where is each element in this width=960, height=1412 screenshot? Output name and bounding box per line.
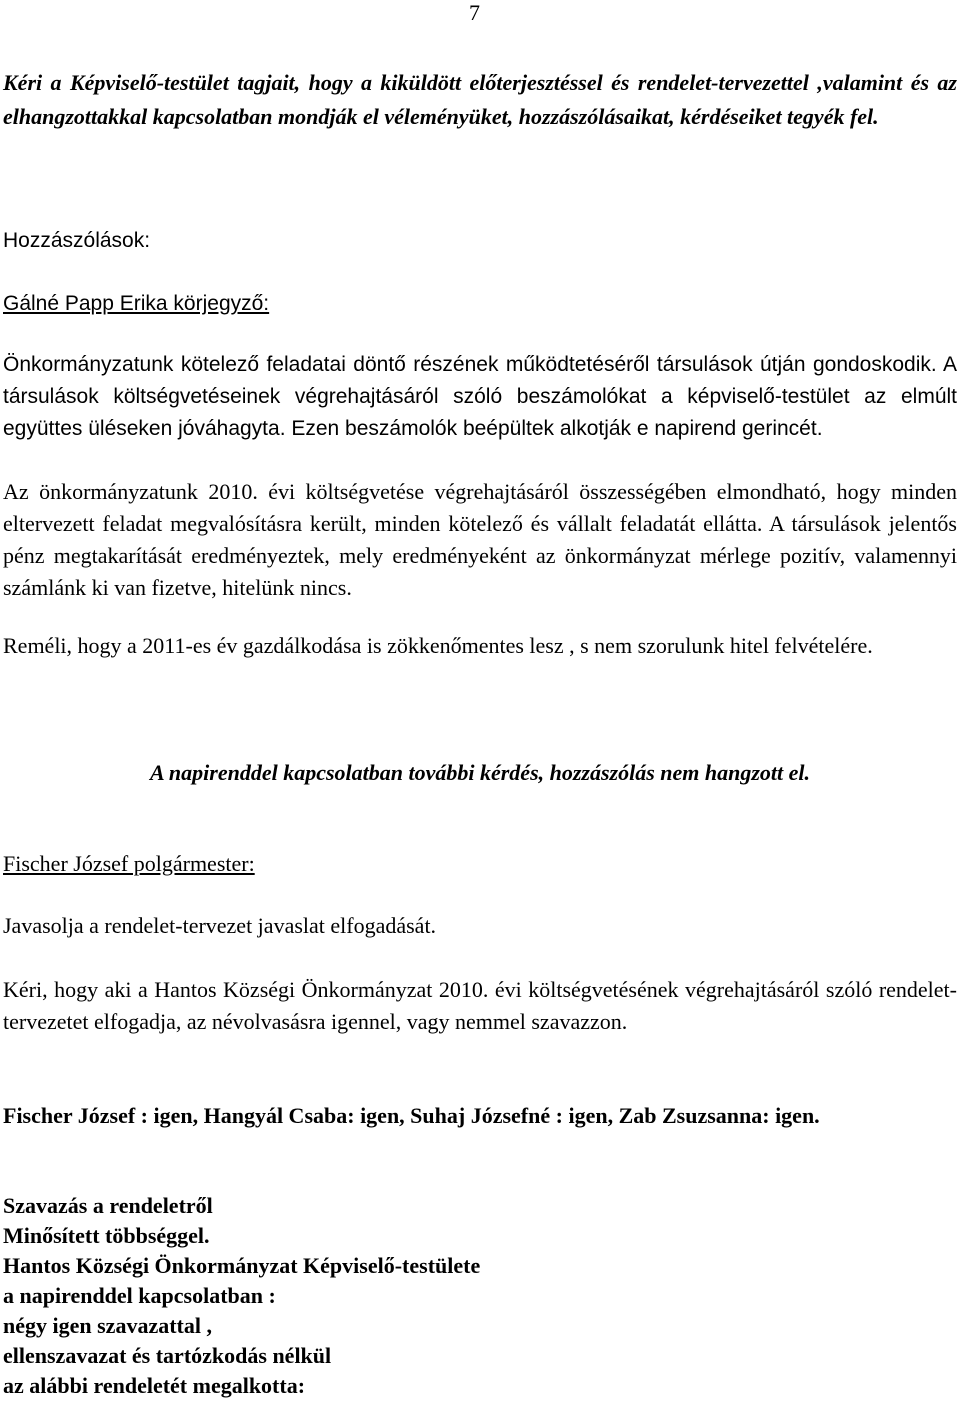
page-number: 7 xyxy=(469,0,480,25)
speaker2-paragraph-2: Kéri, hogy aki a Hantos Községi Önkormányzat 2010. évi költségvetésének végrehajtásáról szóló rendelet-tervezetet elfogadja, az névolvasásra igennel, vagy nemmel szavazzon. xyxy=(3,977,957,1034)
speaker2-line xyxy=(3,848,957,880)
speaker2-paragraph: Javasolja a rendelet-tervezet javaslat elfogadását. xyxy=(3,913,437,938)
votes-paragraph: Fischer József : igen, Hangyál Csaba: igen, Suhaj Józsefné : igen, Zab Zsuzsanna: igen. xyxy=(3,1103,820,1128)
speaker1-line xyxy=(3,288,957,320)
resolution-line-1: Szavazás a rendeletről xyxy=(3,1193,213,1218)
resolution-line-5: négy igen szavazattal , xyxy=(3,1313,212,1338)
resolution-line-4: a napirenddel kapcsolatban : xyxy=(3,1283,276,1308)
resolution-line-3: Hantos Községi Önkormányzat Képviselő-testülete xyxy=(3,1253,481,1278)
speaker1-paragraph-2: Az önkormányzatunk 2010. évi költségvetése végrehajtásáról összességében elmondható, hogy minden eltervezett feladat megvalósításra került, minden kötelező és vállalt feladatát ellátta. A társulások jelentős pénz megtakarítását eredményeztek, mely eredményeként az önkormányzat mérlege pozitív, valamennyi számlánk ki van fizetve, hitelünk nincs. xyxy=(3,479,957,600)
speaker1-name: Gálné Papp Erika körjegyző: xyxy=(3,292,270,315)
speaker1-paragraph: Önkormányzatunk kötelező feladatai döntő részének működtetéséről társulások útján gondoskodik. A társulások költségvetéseinek végrehajtásáról szóló beszámolókat a képviselő-testület az elmúlt együttes üléseken jóváhagyta. Ezen beszámolók beépültek alkotják e napirend gerincét. xyxy=(3,353,957,440)
speaker2-name: Fischer József polgármester: xyxy=(3,851,255,876)
speaker1-paragraph-3: Reméli, hogy a 2011-es év gazdálkodása is zökkenőmentes lesz , s nem szorulunk hitel felvételére. xyxy=(3,633,873,658)
resolution-line-6: ellenszavazat és tartózkodás nélkül xyxy=(3,1343,332,1368)
resolution-block xyxy=(3,1191,957,1401)
no-more-comments: A napirenddel kapcsolatban további kérdés, hozzászólás nem hangzott el. xyxy=(149,760,811,785)
resolution-line-2: Minősített többséggel. xyxy=(3,1223,210,1248)
comments-heading: Hozzászólások: xyxy=(3,229,151,252)
intro-paragraph: Kéri a Képviselő-testület tagjait, hogy a kiküldött előterjesztéssel és rendelet-tervezettel ,valamint és az elhangzottakkal kapcsolatban mondják el véleményüket, hozzászólásaikat, kérdéseiket tegyék fel. xyxy=(3,70,957,129)
resolution-line-7: az alábbi rendeletét megalkotta: xyxy=(3,1373,306,1398)
